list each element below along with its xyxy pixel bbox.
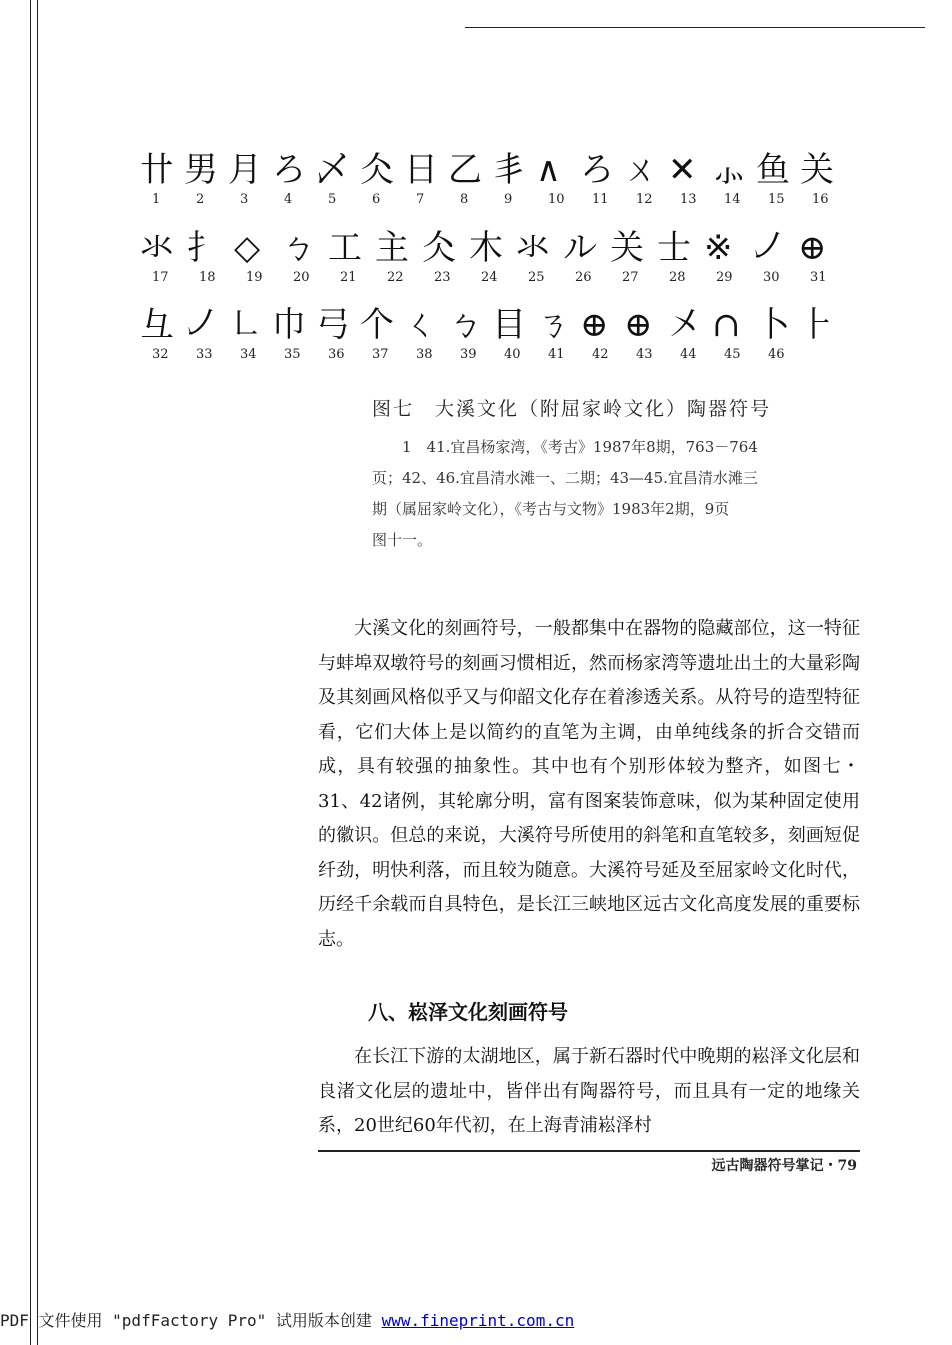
caption-line: 期（属屈家岭文化），《考古与文物》1983年2期，9页 (372, 500, 730, 518)
pottery-symbol: ⊕ (798, 228, 827, 268)
pottery-symbol: ㄨ (624, 150, 658, 190)
symbol-number: 7 (416, 192, 425, 207)
pottery-symbol: ㇗ (228, 305, 262, 345)
pottery-symbol: ⺊ (800, 305, 834, 345)
symbol-number: 6 (372, 192, 381, 207)
symbol-number: 11 (592, 192, 609, 207)
pottery-symbol: ∩ (712, 305, 741, 345)
symbol-number: 42 (592, 347, 609, 362)
watermark-text: PDF 文件使用 "pdfFactory Pro" 试用版本创建 (0, 1311, 382, 1330)
symbol-number: 35 (284, 347, 301, 362)
pottery-symbol: 目 (492, 305, 526, 345)
symbol-number: 4 (284, 192, 293, 207)
symbol-number: 34 (240, 347, 257, 362)
pottery-symbol: ㄅ (448, 305, 482, 345)
symbol-number: 37 (372, 347, 389, 362)
pottery-symbol: 主 (375, 228, 409, 268)
pottery-symbol: ⊕ (580, 305, 609, 345)
symbol-number: 43 (636, 347, 653, 362)
symbol-number: 18 (199, 270, 216, 285)
watermark-link[interactable]: www.fineprint.com.cn (381, 1311, 575, 1330)
symbol-number: 25 (528, 270, 545, 285)
symbol-number: 3 (240, 192, 249, 207)
symbol-number: 24 (481, 270, 498, 285)
pottery-symbol: ㄋ (536, 305, 570, 345)
symbol-number: 16 (812, 192, 829, 207)
paragraph-text: 在长江下游的太湖地区，属于新石器时代中晚期的崧泽文化层和良渚文化层的遗址中，皆伴出有陶器符号，而且具有一定的地缘关系，20世纪60年代初，在上海青浦崧泽村 (318, 1046, 860, 1136)
section-heading: 八、崧泽文化刻画符号 (368, 1000, 568, 1024)
symbol-number: 19 (246, 270, 263, 285)
symbol-number: 17 (152, 270, 169, 285)
pottery-symbol: 乄 (316, 150, 350, 190)
body-paragraph-1 (318, 612, 860, 957)
symbol-row-1 (140, 150, 860, 210)
symbol-number: 21 (340, 270, 357, 285)
body-paragraph-2 (318, 1040, 860, 1144)
pottery-symbol: ⼱ (272, 305, 306, 345)
symbol-number: 32 (152, 347, 169, 362)
symbol-number: 26 (575, 270, 592, 285)
symbol-number: 44 (680, 347, 697, 362)
left-margin-line-1 (30, 0, 31, 1345)
figure-caption-body (372, 432, 832, 556)
pottery-symbol: 日 (404, 150, 438, 190)
pottery-symbol: 个 (360, 305, 394, 345)
pottery-symbol: 仌 (422, 228, 456, 268)
symbol-number: 29 (716, 270, 733, 285)
pottery-symbol: 关 (800, 150, 834, 190)
pottery-symbol: ろ (272, 150, 306, 190)
left-margin-line-2 (37, 0, 38, 1345)
pottery-symbol: ㄅ (281, 228, 315, 268)
symbol-number: 23 (434, 270, 451, 285)
pottery-symbol: 卜 (756, 305, 790, 345)
pottery-symbol: ✕ (668, 150, 697, 190)
symbol-number: 28 (669, 270, 686, 285)
pottery-symbol: 仌 (360, 150, 394, 190)
symbol-number: 13 (680, 192, 697, 207)
pottery-symbol: 氺 (516, 228, 550, 268)
symbol-number: 38 (416, 347, 433, 362)
pottery-symbol: 男 (184, 150, 218, 190)
pottery-symbol: 氺 (140, 228, 174, 268)
caption-line: 1 41.宜昌杨家湾，《考古》1987年8期，763－764 (402, 438, 758, 456)
paragraph-text: 大溪文化的刻画符号，一般都集中在器物的隐藏部位，这一特征与蚌埠双墩符号的刻画习惯相近，然而杨家湾等遗址出土的大量彩陶及其刻画风格似乎又与仰韶文化存在着渗透关系。从符号的造型特征看，它们大体上是以简约的直笔为主调，由单纯线条的折合交错而成，具有较强的抽象性。其中也有个别形体较为整齐，如图七・31、42诸例，其轮廓分明，富有图案装饰意味，似为某种固定使用的徽识。但总的来说，大溪符号所使用的斜笔和直笔较多，刻画短促纤劲，明快利落，而且较为随意。大溪符号延及至屈家岭文化时代，历经千余载而自具特色，是长江三峡地区远古文化高度发展的重要标志。 (318, 618, 860, 950)
pottery-symbol: 丯 (492, 150, 526, 190)
symbol-number: 41 (548, 347, 565, 362)
pottery-symbol: 弓 (316, 305, 350, 345)
symbol-number: 8 (460, 192, 469, 207)
pottery-symbol: 㐅 (668, 305, 702, 345)
caption-line: 页；42、46.宜昌清水滩一、二期；43—45.宜昌清水滩三 (372, 469, 758, 487)
pottery-symbol: ◇ (234, 228, 261, 268)
symbol-number: 12 (636, 192, 653, 207)
pottery-symbol: ろ (580, 150, 614, 190)
symbol-row-2 (140, 228, 860, 298)
symbol-number: 9 (504, 192, 513, 207)
pottery-symbol: ⊕ (624, 305, 653, 345)
pottery-symbol: 月 (228, 150, 262, 190)
pottery-symbol: 鱼 (756, 150, 790, 190)
symbol-number: 39 (460, 347, 477, 362)
pottery-symbol: ル (563, 228, 597, 268)
symbol-row-3 (140, 305, 860, 375)
pottery-symbol: ※ (704, 228, 733, 268)
pottery-symbol: 扌 (187, 228, 221, 268)
pottery-symbol: 关 (610, 228, 644, 268)
pottery-symbol: ㇢ (184, 305, 218, 345)
pottery-symbol: 工 (328, 228, 362, 268)
symbol-number: 22 (387, 270, 404, 285)
pottery-symbol: 乙 (448, 150, 482, 190)
figure-caption-title: 图七 大溪文化（附屈家岭文化）陶器符号 (372, 398, 772, 420)
symbol-number: 40 (504, 347, 521, 362)
symbol-number: 33 (196, 347, 213, 362)
pottery-symbol: ∧ (536, 150, 561, 190)
symbol-number: 20 (293, 270, 310, 285)
symbol-number: 46 (768, 347, 785, 362)
caption-line: 图十一。 (372, 531, 433, 549)
top-rule (465, 27, 925, 28)
symbol-number: 1 (152, 192, 161, 207)
pottery-symbol: 〹 (140, 150, 174, 190)
page-footer-label: 远古陶器符号掌记・79 (711, 1158, 857, 1174)
symbol-number: 27 (622, 270, 639, 285)
symbol-number: 10 (548, 192, 565, 207)
footer-rule (318, 1150, 860, 1152)
pottery-symbol: ㄑ (404, 305, 438, 345)
pottery-symbol: 木 (469, 228, 503, 268)
symbol-number: 36 (328, 347, 345, 362)
symbol-number: 5 (328, 192, 337, 207)
pottery-symbol: ㇢ (751, 228, 785, 268)
symbol-number: 14 (724, 192, 741, 207)
symbol-number: 31 (810, 270, 827, 285)
pottery-symbol: ⺗ (712, 150, 746, 190)
symbol-number: 30 (763, 270, 780, 285)
pottery-symbol: ⺔ (140, 305, 174, 345)
pottery-symbol: 士 (657, 228, 691, 268)
symbol-number: 15 (768, 192, 785, 207)
symbol-number: 45 (724, 347, 741, 362)
pdf-watermark (0, 1308, 574, 1331)
symbol-number: 2 (196, 192, 205, 207)
